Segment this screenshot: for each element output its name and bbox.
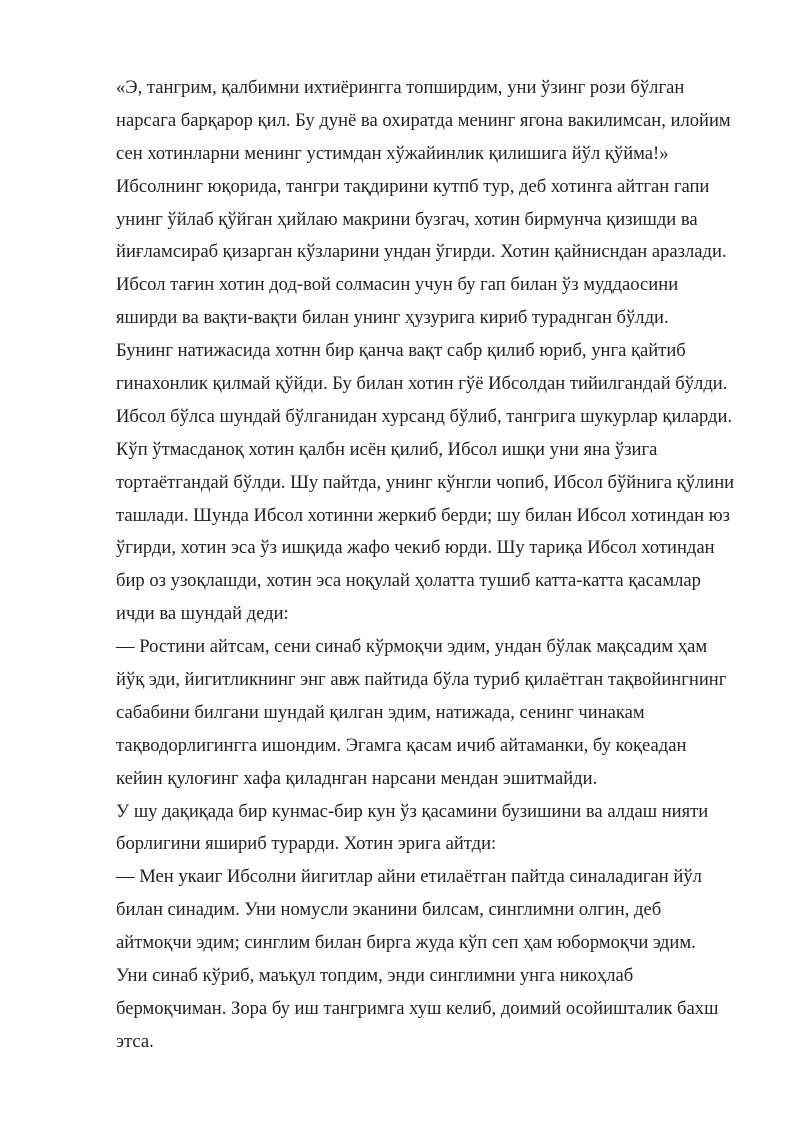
text-line: борлигини яшириб турарди. Хотин эрига айтди: xyxy=(116,833,497,855)
text-line: тақводорлигингга ишондим. Эгамга қасам ичиб айтаманки, бу коқеадан xyxy=(116,734,687,756)
text-line: бир оз узоқлашди, хотин эса ноқулай ҳолатта тушиб катта-катта қасамлар xyxy=(116,570,701,592)
text-line: тортаётгандай бўлди. Шу пайтда, унинг кўнгли чопиб, Ибсол бўйнига қўлини xyxy=(116,471,735,493)
text-line: билан синадим. Уни номусли эканини билсам, синглимни олгин, деб xyxy=(116,899,662,921)
text-line: сабабини билгани шундай қилган эдим, натижада, сенинг чинакам xyxy=(116,701,645,723)
text-line: кейин қулоғинг хафа қиладнган нарсани мендан эшитмайди. xyxy=(116,767,598,789)
text-line: яширди ва вақти-вақти билан унинг ҳузурига кириб тураднган бўлди. xyxy=(116,307,669,329)
text-line: этса. xyxy=(116,1030,154,1052)
text-line: гинахонлик қилмай қўйди. Бу билан хотин гўё Ибсолдан тийилгандай бўлди. xyxy=(116,373,728,395)
text-line: ўгирди, хотин эса ўз ишқида жафо чекиб юрди. Шу тариқа Ибсол хотиндан xyxy=(116,537,715,559)
text-line: сен хотинларни менинг устимдан хўжайинлик қилишига йўл қўйма!» xyxy=(116,142,669,164)
text-line: ташлади. Шунда Ибсол хотинни жеркиб берди; шу билан Ибсол хотиндан юз xyxy=(116,504,730,526)
text-line: Ибсолнинг юқорида, тангри тақдирини кутпб тур, деб хотинга айтган гапи xyxy=(116,175,710,197)
text-line: йиғламсираб қизарган кўзларини ундан ўгирди. Хотин қайнисндан аразлади. xyxy=(116,241,727,263)
text-line: Бунинг натижасида хотнн бир қанча вақт сабр қилиб юриб, унга қайтиб xyxy=(116,340,686,362)
text-line: Ибсол тағин хотин дод-вой солмасин учун бу гап билан ўз муддаосини xyxy=(116,274,679,296)
text-line: Уни синаб кўриб, маъқул топдим, энди синглимни унга никоҳлаб xyxy=(116,965,634,987)
text-line: бермоқчиман. Зора бу иш тангримга хуш келиб, доимий осойишталик бахш xyxy=(116,997,719,1019)
body-text xyxy=(116,72,746,1059)
text-line: айтмоқчи эдим; синглим билан бирга жуда кўп сеп ҳам юбормоқчи эдим. xyxy=(116,932,696,954)
text-line: Кўп ўтмасданоқ хотин қалбн исён қилиб, Ибсол ишқи уни яна ўзига xyxy=(116,438,658,460)
text-line: — Ростини айтсам, сени синаб кўрмоқчи эдим, ундан бўлак мақсадим ҳам xyxy=(116,636,708,658)
text-line: унинг ўйлаб қўйган ҳийлаю макрини бузгач, хотин бирмунча қизишди ва xyxy=(116,208,698,230)
text-line: нарсага барқарор қил. Бу дунё ва охиратда менинг ягона вакилимсан, илойим xyxy=(116,109,731,131)
text-line: — Мен укаиг Ибсолни йигитлар айни етилаётган пайтда синаладиган йўл xyxy=(116,866,702,888)
text-line: «Э, тангрим, қалбимни ихтиёрингга топширдим, уни ўзинг рози бўлган xyxy=(116,77,685,98)
text-line: ичди ва шундай деди: xyxy=(116,603,289,625)
text-line: йўқ эди, йигитликнинг энг авж пайтида бўла туриб қилаётган тақвойингнинг xyxy=(116,669,727,691)
text-line: Ибсол бўлса шундай бўлганидан хурсанд бўлиб, тангрига шукурлар қиларди. xyxy=(116,405,733,427)
text-line: У шу дақиқада бир кунмас-бир кун ўз қасамини бузишини ва алдаш нияти xyxy=(116,800,709,822)
